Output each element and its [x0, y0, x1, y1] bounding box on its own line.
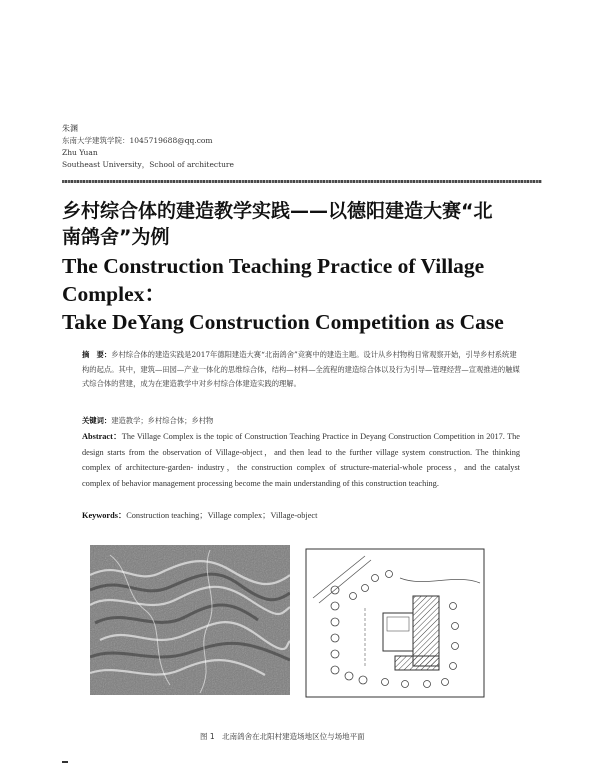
- abstract-cn: [82, 348, 520, 392]
- abstract-en-text: The Village Complex is the topic of Construction Teaching Practice in Deyang Construction Competition in 2017. The design starts from the observation of Village-object，and then lead to the further village system construction. The thinking complex of architecture-garden- industry，the construction complex of structure-material-whole process，and the catalyst complex of behavior management processing become the main understanding of this construction teaching.: [82, 432, 520, 488]
- author-name-cn: 朱渊: [62, 124, 78, 133]
- figure-caption: 图 1 北南鸽舍在北阳村建造场地区位与场地平面: [200, 732, 365, 741]
- title-en: [62, 252, 542, 336]
- abstract-en-label: Abstract：: [82, 432, 122, 441]
- site-plan-drawing-icon: [305, 548, 485, 698]
- abstract-cn-label: 摘 要：: [82, 350, 112, 359]
- keywords-cn-label: 关键词：: [82, 416, 112, 425]
- keywords-cn: [82, 414, 520, 428]
- title-cn-line2: 南鸽舍”为例: [62, 226, 170, 248]
- abstract-en: [82, 429, 520, 491]
- page-corner-mark: [62, 761, 68, 763]
- author-name-en: Zhu Yuan: [62, 148, 98, 157]
- aerial-terrain-photo-icon: [90, 545, 290, 695]
- author-affiliation-cn: 东南大学建筑学院：1045719688@qq.com: [62, 136, 213, 145]
- abstract-cn-text: 乡村综合体的建造实践是2017年德阳建造大赛“北南鸽舍”竞赛中的建造主题。设计从乡村物构日常观察开始，引导乡村系统建构的起点。其中，建筑—田园—产业一体化的思维综合体，结构—材料—全流程的建造综合体以及行为引导—管理经营—宣观推进的触媒式综合体的营建，成为在建造教学中对乡村综合体建造实践的理解。: [82, 350, 520, 388]
- keywords-en: [82, 509, 520, 523]
- title-en-line2: Take DeYang Construction Competition as Case: [62, 310, 504, 334]
- keywords-en-label: Keywords：: [82, 511, 127, 520]
- title-en-line1: The Construction Teaching Practice of Village Complex：: [62, 254, 485, 306]
- author-block: [62, 123, 234, 171]
- title-cn: [62, 198, 542, 250]
- header-rule: [62, 180, 542, 183]
- keywords-cn-text: 建造教学；乡村综合体；乡村物: [111, 416, 214, 425]
- title-cn-line1: 乡村综合体的建造教学实践——以德阳建造大赛“北: [62, 200, 493, 222]
- author-affiliation-en: Southeast University，School of architecture: [62, 160, 234, 169]
- keywords-en-text: Construction teaching；Village complex；Village-object: [126, 511, 318, 520]
